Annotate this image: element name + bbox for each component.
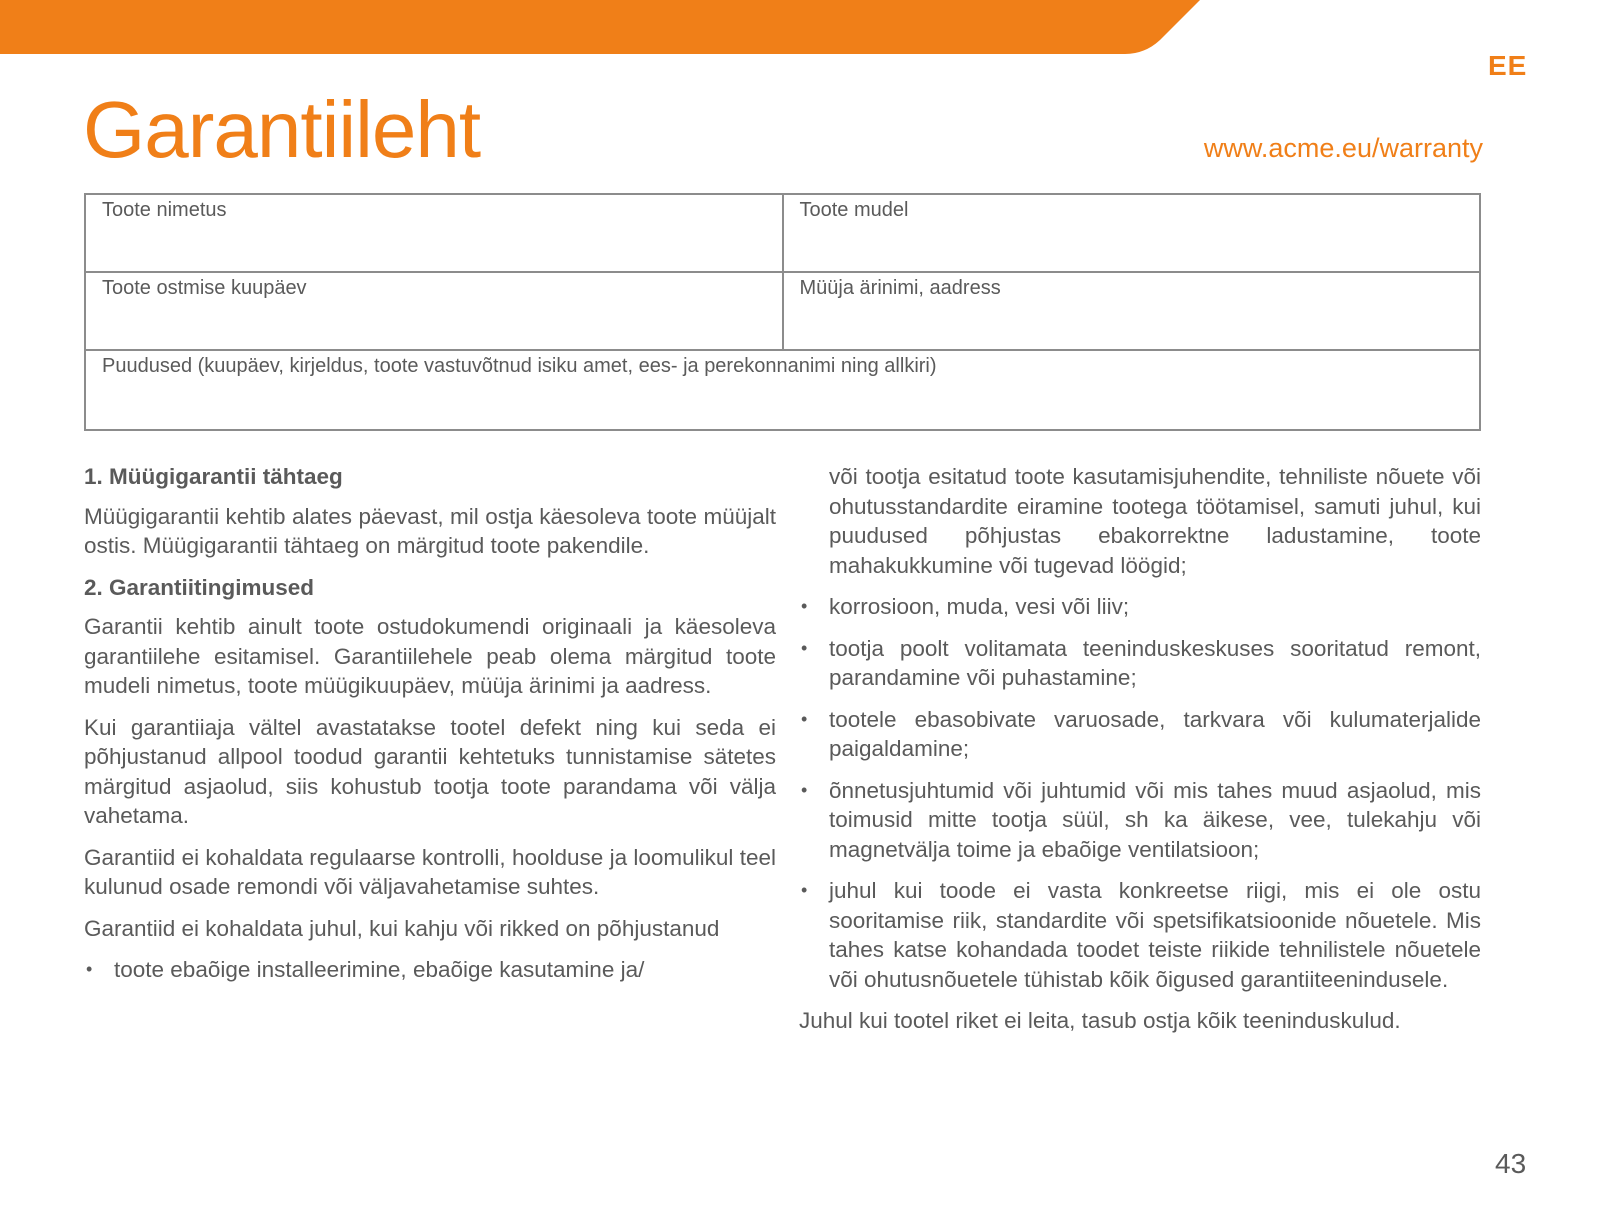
list-item: • õnnetusjuhtumid või juhtumid või mis tahes muud asjaolud, mis toimusid mitte tootja süül, sh ka äikese, vee, tulekahju või magnetvälja toime ja ebaõige ventilatsioon; [799, 776, 1481, 865]
list-item: • toote ebaõige installeerimine, ebaõige kasutamine ja/ [84, 955, 776, 985]
exclusions-list [799, 592, 1481, 994]
header-orange-band [0, 0, 1200, 54]
list-item-continuation: või tootja esitatud toote kasutamisjuhendite, tehniliste nõuete või ohutusstandardite eiramine tootega töötamisel, samuti juhul, kui puudused põhjustas ebakorrektne ladustamine, toote mahakukkumine või tugevad löögid; [829, 464, 1481, 578]
right-text-column [799, 462, 1481, 1048]
section2-paragraph-3: Garantiid ei kohaldata regulaarse kontrolli, hoolduse ja loomulikul teel kulunud osade remondi või väljavahetamise suhtes. [84, 844, 776, 899]
page-number: 43 [1495, 1148, 1527, 1179]
list-item: • juhul kui toode ei vasta konkreetse riigi, mis ei ole ostu sooritamise riik, standardite või spetsifikatsioonide nõuetele. Mis tahes katse kohandada toodet teiste riikide tehnilistele nõuetele või ohutusnõuetele tühistab kõik õigused garantiiteenindusele. [799, 876, 1481, 994]
list-item: • tootele ebasobivate varuosade, tarkvara või kulumaterjalide paigaldamine; [799, 705, 1481, 764]
section2-paragraph-2: Kui garantiiaja vältel avastatakse tootel defekt ning kui seda ei põhjustanud allpool toodud garantii kehtetuks tunnistamise sätetes märgitud asjaolud, siis kohustub tootja toote parandama või välja vahetama. [84, 714, 776, 828]
defects-field[interactable]: Puudused (kuupäev, kirjeldus, toote vastuvõtnud isiku amet, ees- ja perekonnanimi ning allkiri) [102, 355, 937, 377]
section2-paragraph-4: Garantiid ei kohaldata juhul, kui kahju või rikked on põhjustanud [84, 915, 720, 941]
section1-heading: 1. Müügigarantii tähtaeg [84, 464, 343, 489]
page-title: Garantiileht [83, 85, 481, 174]
section2-paragraph-1: Garantii kehtib ainult toote ostudokumendi originaali ja käesoleva garantiilehe esitamisel. Garantiilehele peab olema märgitud toote mudeli nimetus, toote müügikuupäev, müüja ärinimi ja aadress. [84, 614, 776, 698]
section1-paragraph: Müügigarantii kehtib alates päevast, mil ostja käesoleva toote müüjalt ostis. Müügigarantii tähtaeg on märgitud toote pakendile. [84, 503, 776, 558]
left-text-column [84, 462, 776, 997]
warranty-form-table [84, 193, 1481, 431]
list-item: • tootja poolt volitamata teeninduskeskuses sooritatud remont, parandamine või puhastamine; [799, 634, 1481, 693]
seller-field[interactable]: Müüja ärinimi, aadress [782, 273, 1480, 349]
product-model-field[interactable]: Toote mudel [782, 195, 1480, 271]
language-code: EE [1488, 50, 1528, 81]
closing-paragraph: Juhul kui tootel riket ei leita, tasub ostja kõik teeninduskulud. [799, 1008, 1401, 1033]
purchase-date-field[interactable]: Toote ostmise kuupäev [102, 277, 307, 299]
warranty-url-link[interactable]: www.acme.eu/warranty [1203, 133, 1483, 163]
list-item: • korrosioon, muda, vesi või liiv; [799, 592, 1481, 622]
exclusions-list-start [84, 955, 776, 985]
section2-heading: 2. Garantiitingimused [84, 574, 315, 600]
product-name-field[interactable]: Toote nimetus [102, 199, 227, 221]
